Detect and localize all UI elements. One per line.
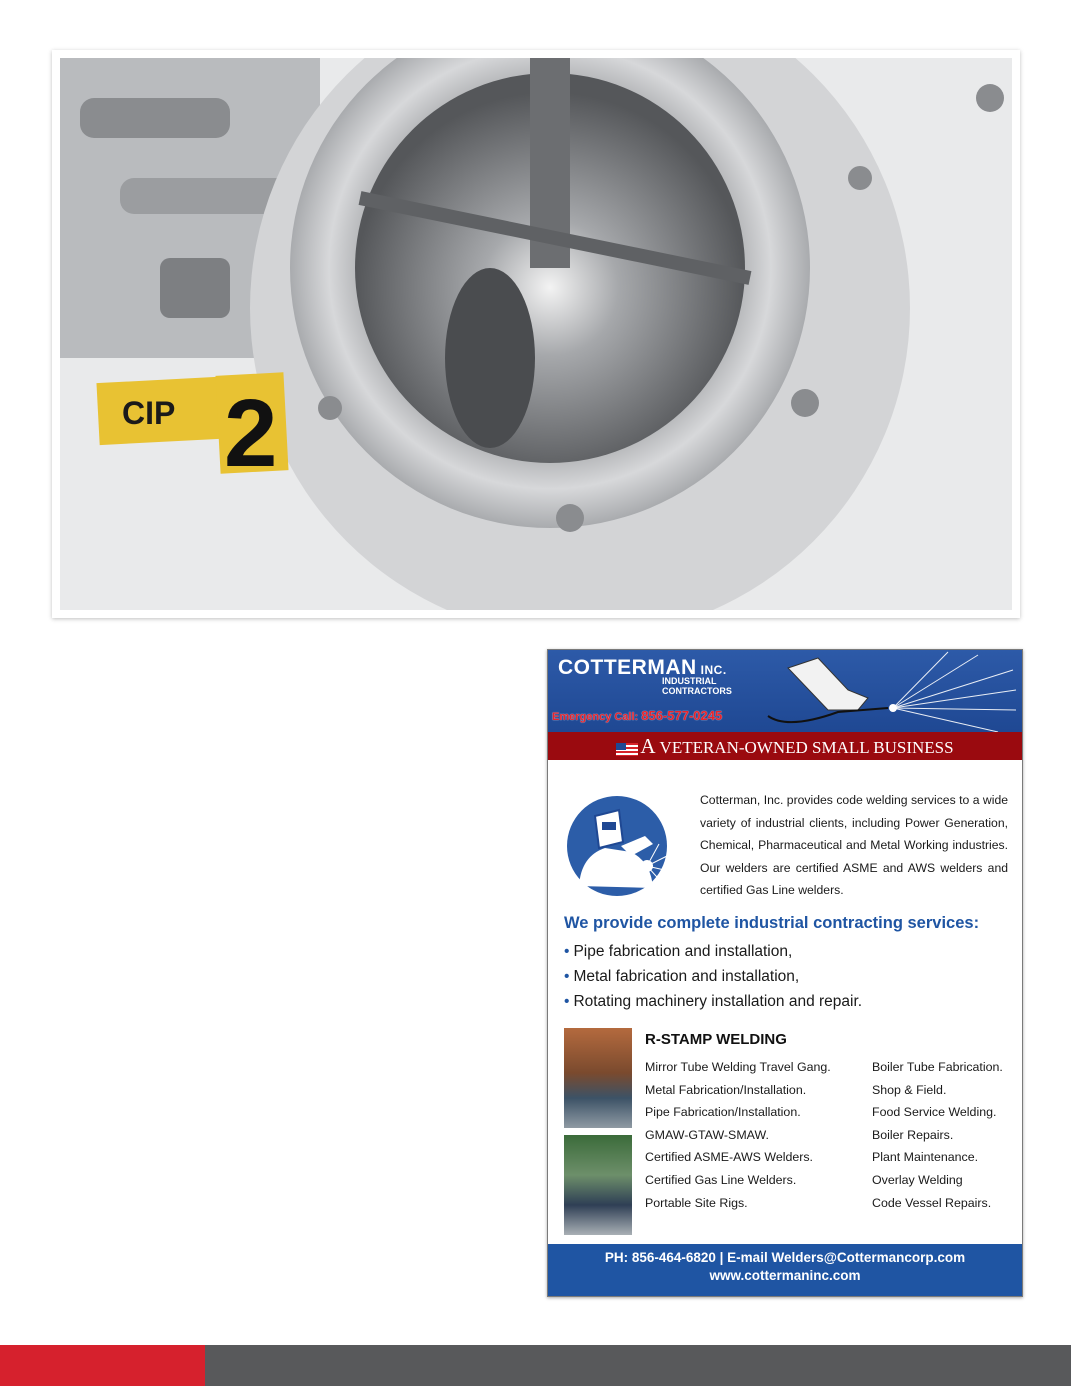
emergency-call	[552, 708, 722, 723]
list-item: Certified ASME-AWS Welders.	[645, 1150, 814, 1165]
cip-number: 2	[224, 380, 278, 487]
service-text: Pipe fabrication and installation,	[573, 943, 793, 960]
list-item: Boiler Repairs.	[872, 1127, 954, 1142]
ad-header	[548, 650, 1022, 732]
cotterman-advertisement	[547, 649, 1023, 1297]
list-item	[564, 989, 862, 1014]
list-item: Food Service Welding.	[872, 1105, 997, 1120]
footer-bar	[205, 1345, 1071, 1386]
list-item: Metal Fabrication/Installation.	[645, 1082, 807, 1097]
bullet-icon: •	[564, 943, 570, 960]
list-item: Code Vessel Repairs.	[872, 1195, 992, 1210]
services-list	[564, 939, 862, 1014]
brand-title: COTTERMAN	[558, 656, 697, 679]
hero-photo-frame	[52, 50, 1020, 618]
list-item: GMAW-GTAW-SMAW.	[645, 1127, 769, 1142]
cip-label: CIP	[122, 395, 176, 431]
emergency-number: 856-577-0245	[641, 708, 723, 723]
service-text: Metal fabrication and installation,	[573, 968, 800, 985]
tank-manway-photo	[60, 58, 1012, 610]
brand-subtitle	[662, 676, 732, 696]
banner-initial: A	[640, 734, 656, 758]
welding-torch-icon	[748, 650, 1022, 732]
list-item: Portable Site Rigs.	[645, 1195, 748, 1210]
rstamp-title: R-STAMP WELDING	[645, 1031, 787, 1048]
list-item	[564, 939, 862, 964]
us-flag-icon	[616, 743, 638, 756]
bullet-icon: •	[564, 968, 570, 985]
list-item	[564, 964, 862, 989]
list-item: Pipe Fabrication/Installation.	[645, 1105, 801, 1120]
banner-text: VETERAN-OWNED SMALL BUSINESS	[655, 738, 954, 757]
list-item: Plant Maintenance.	[872, 1150, 979, 1165]
welder-icon	[561, 796, 683, 896]
service-text: Rotating machinery installation and repair.	[573, 993, 863, 1010]
list-item: Boiler Tube Fabrication.	[872, 1060, 1003, 1074]
rstamp-list-left	[645, 1056, 831, 1214]
footer-accent-bar	[0, 1345, 205, 1386]
ad-footer	[548, 1244, 1022, 1296]
brand-suffix: INC.	[700, 663, 727, 677]
services-title: We provide complete industrial contracting services:	[564, 914, 980, 932]
bullet-icon: •	[564, 993, 570, 1010]
brand-sub-line1: INDUSTRIAL	[662, 676, 717, 686]
veteran-owned-banner	[548, 732, 1022, 760]
tank-illustration	[60, 58, 1012, 610]
list-item: Shop & Field.	[872, 1082, 947, 1097]
website-line: www.cottermaninc.com	[709, 1268, 861, 1283]
contact-line: PH: 856-464-6820 | E-mail Welders@Cottermancorp.com	[604, 1250, 966, 1265]
intro-paragraph: Cotterman, Inc. provides code welding services to a wide variety of industrial clients, including Power Generation, Chemical, Pharmaceutical and Metal Working industries. Our welders are certified ASME and AWS welders and certified Gas Line welders.	[700, 793, 1008, 897]
emergency-label: Emergency Call:	[552, 711, 639, 723]
list-item: Mirror Tube Welding Travel Gang.	[645, 1060, 831, 1074]
list-item: Overlay Welding	[872, 1172, 963, 1187]
list-item: Certified Gas Line Welders.	[645, 1172, 797, 1187]
welding-photo-2	[564, 1135, 632, 1235]
welding-photo-1	[564, 1028, 632, 1128]
rstamp-list-right	[872, 1056, 1003, 1214]
brand-sub-line2: CONTRACTORS	[662, 686, 732, 696]
